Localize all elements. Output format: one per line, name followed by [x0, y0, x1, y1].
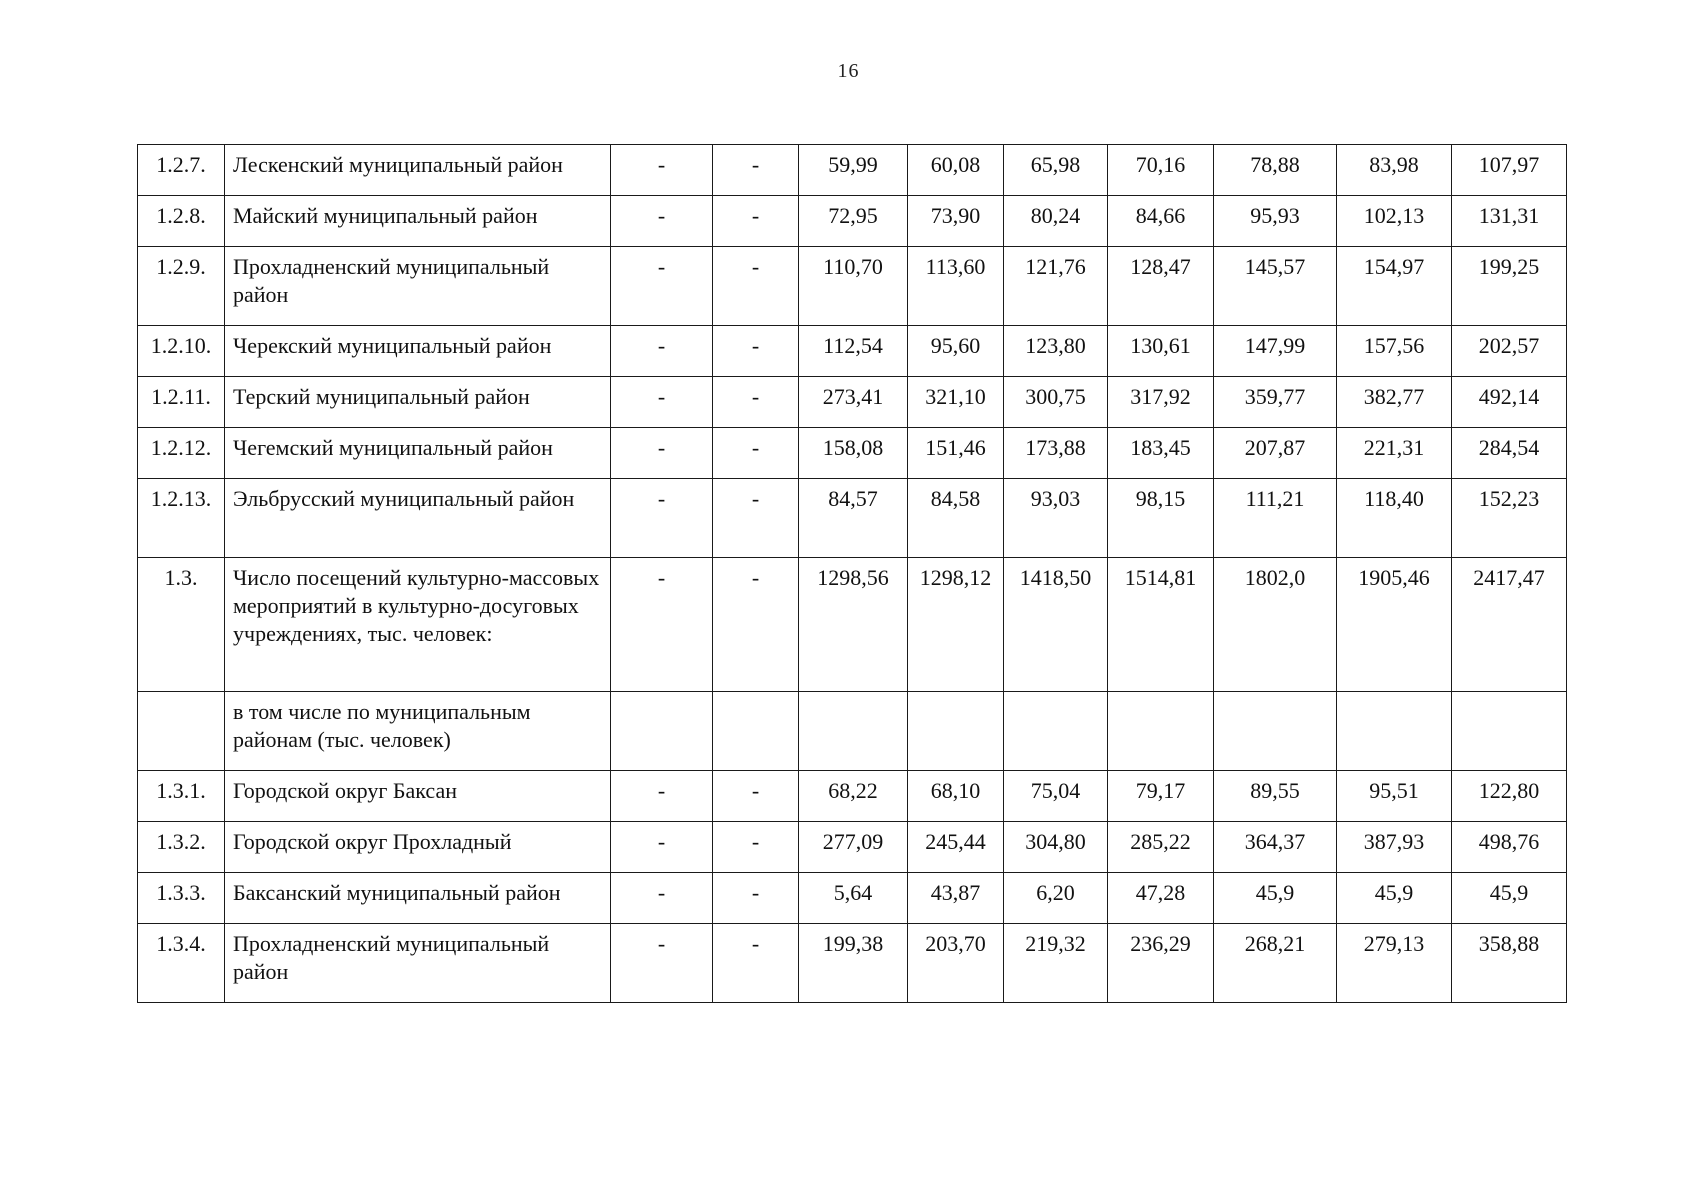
row-col-2: - [713, 924, 799, 1003]
table-row [138, 428, 1567, 479]
row-value-6: 154,97 [1337, 247, 1452, 326]
row-value-3: 6,20 [1004, 873, 1108, 924]
row-value-3: 75,04 [1004, 771, 1108, 822]
row-value-6: 45,9 [1337, 873, 1452, 924]
row-value-1: 110,70 [799, 247, 908, 326]
row-value-6: 157,56 [1337, 326, 1452, 377]
row-value-1: 5,64 [799, 873, 908, 924]
row-col-2: - [713, 428, 799, 479]
row-value-7 [1452, 692, 1567, 771]
row-code: 1.3.3. [138, 873, 225, 924]
row-value-7: 2417,47 [1452, 558, 1567, 692]
row-name: Число посещений культурно-массовых мероприятий в культурно-досуговых учреждениях, тыс. человек: [225, 558, 611, 692]
row-value-6: 221,31 [1337, 428, 1452, 479]
row-value-3 [1004, 692, 1108, 771]
table-row [138, 822, 1567, 873]
row-value-3: 93,03 [1004, 479, 1108, 558]
row-name: Городской округ Прохладный [225, 822, 611, 873]
row-value-2: 60,08 [908, 145, 1004, 196]
row-value-5: 95,93 [1214, 196, 1337, 247]
row-code: 1.2.13. [138, 479, 225, 558]
row-value-5: 89,55 [1214, 771, 1337, 822]
table-row [138, 377, 1567, 428]
row-value-6: 95,51 [1337, 771, 1452, 822]
row-name: Прохладненский муниципальный район [225, 247, 611, 326]
row-value-4: 130,61 [1108, 326, 1214, 377]
row-col-2: - [713, 771, 799, 822]
row-name: Лескенский муниципальный район [225, 145, 611, 196]
row-value-6: 1905,46 [1337, 558, 1452, 692]
row-value-1: 199,38 [799, 924, 908, 1003]
indicators-table [137, 144, 1567, 1003]
table-row [138, 479, 1567, 558]
table-row [138, 247, 1567, 326]
row-value-1: 68,22 [799, 771, 908, 822]
row-value-7: 107,97 [1452, 145, 1567, 196]
table-row [138, 326, 1567, 377]
row-col-2: - [713, 822, 799, 873]
row-value-3: 304,80 [1004, 822, 1108, 873]
row-value-3: 80,24 [1004, 196, 1108, 247]
row-value-2: 84,58 [908, 479, 1004, 558]
row-value-4: 183,45 [1108, 428, 1214, 479]
row-value-1: 112,54 [799, 326, 908, 377]
table-row [138, 558, 1567, 692]
table-row [138, 692, 1567, 771]
row-col-1: - [611, 247, 713, 326]
row-code: 1.2.10. [138, 326, 225, 377]
row-value-2: 73,90 [908, 196, 1004, 247]
row-code [138, 692, 225, 771]
row-value-6: 387,93 [1337, 822, 1452, 873]
row-value-7: 492,14 [1452, 377, 1567, 428]
row-value-1: 59,99 [799, 145, 908, 196]
row-value-7: 202,57 [1452, 326, 1567, 377]
row-value-4: 98,15 [1108, 479, 1214, 558]
row-value-2: 95,60 [908, 326, 1004, 377]
row-value-6: 382,77 [1337, 377, 1452, 428]
row-name: Черекский муниципальный район [225, 326, 611, 377]
row-col-1: - [611, 924, 713, 1003]
row-value-7: 498,76 [1452, 822, 1567, 873]
row-value-1: 273,41 [799, 377, 908, 428]
row-value-4: 317,92 [1108, 377, 1214, 428]
row-value-5: 359,77 [1214, 377, 1337, 428]
row-code: 1.2.8. [138, 196, 225, 247]
row-value-6 [1337, 692, 1452, 771]
row-col-2: - [713, 247, 799, 326]
row-col-1: - [611, 822, 713, 873]
row-value-2: 245,44 [908, 822, 1004, 873]
row-col-1: - [611, 326, 713, 377]
row-value-2: 321,10 [908, 377, 1004, 428]
row-value-4: 79,17 [1108, 771, 1214, 822]
row-value-3: 219,32 [1004, 924, 1108, 1003]
table-row [138, 873, 1567, 924]
row-value-3: 300,75 [1004, 377, 1108, 428]
row-value-1: 158,08 [799, 428, 908, 479]
row-value-7: 152,23 [1452, 479, 1567, 558]
table-row [138, 145, 1567, 196]
row-name: Городской округ Баксан [225, 771, 611, 822]
row-col-2: - [713, 326, 799, 377]
row-value-2: 1298,12 [908, 558, 1004, 692]
row-code: 1.2.7. [138, 145, 225, 196]
row-col-2: - [713, 196, 799, 247]
row-value-4: 236,29 [1108, 924, 1214, 1003]
row-value-6: 83,98 [1337, 145, 1452, 196]
row-value-4: 84,66 [1108, 196, 1214, 247]
row-name: в том числе по муниципальным районам (тыс. человек) [225, 692, 611, 771]
row-code: 1.3.4. [138, 924, 225, 1003]
row-value-7: 45,9 [1452, 873, 1567, 924]
table-body [138, 145, 1567, 1003]
row-value-3: 121,76 [1004, 247, 1108, 326]
row-value-4: 47,28 [1108, 873, 1214, 924]
row-value-1 [799, 692, 908, 771]
row-value-3: 173,88 [1004, 428, 1108, 479]
table-row [138, 771, 1567, 822]
row-value-6: 118,40 [1337, 479, 1452, 558]
row-col-1: - [611, 873, 713, 924]
row-value-4: 285,22 [1108, 822, 1214, 873]
row-value-2: 203,70 [908, 924, 1004, 1003]
row-value-4: 128,47 [1108, 247, 1214, 326]
row-name: Прохладненский муниципальный район [225, 924, 611, 1003]
row-col-2: - [713, 558, 799, 692]
row-col-1: - [611, 428, 713, 479]
row-value-1: 277,09 [799, 822, 908, 873]
row-value-5: 268,21 [1214, 924, 1337, 1003]
row-code: 1.3.2. [138, 822, 225, 873]
row-value-1: 1298,56 [799, 558, 908, 692]
row-name: Майский муниципальный район [225, 196, 611, 247]
row-value-4 [1108, 692, 1214, 771]
row-code: 1.3.1. [138, 771, 225, 822]
row-value-7: 199,25 [1452, 247, 1567, 326]
table-row [138, 196, 1567, 247]
row-value-3: 1418,50 [1004, 558, 1108, 692]
row-value-3: 65,98 [1004, 145, 1108, 196]
row-code: 1.2.11. [138, 377, 225, 428]
row-value-5: 207,87 [1214, 428, 1337, 479]
row-name: Эльбрусский муниципальный район [225, 479, 611, 558]
row-value-5: 111,21 [1214, 479, 1337, 558]
row-value-5: 364,37 [1214, 822, 1337, 873]
row-col-1: - [611, 771, 713, 822]
row-value-2: 113,60 [908, 247, 1004, 326]
row-code: 1.2.12. [138, 428, 225, 479]
row-value-7: 122,80 [1452, 771, 1567, 822]
row-value-5: 147,99 [1214, 326, 1337, 377]
row-value-3: 123,80 [1004, 326, 1108, 377]
row-value-7: 284,54 [1452, 428, 1567, 479]
row-value-6: 279,13 [1337, 924, 1452, 1003]
row-value-5: 145,57 [1214, 247, 1337, 326]
row-value-2: 43,87 [908, 873, 1004, 924]
row-col-1: - [611, 145, 713, 196]
row-col-2: - [713, 377, 799, 428]
row-col-2: - [713, 873, 799, 924]
row-value-2: 68,10 [908, 771, 1004, 822]
row-value-4: 1514,81 [1108, 558, 1214, 692]
row-value-5: 1802,0 [1214, 558, 1337, 692]
row-name: Баксанский муниципальный район [225, 873, 611, 924]
row-col-2 [713, 692, 799, 771]
row-value-7: 131,31 [1452, 196, 1567, 247]
row-col-1: - [611, 558, 713, 692]
row-value-1: 72,95 [799, 196, 908, 247]
row-value-5: 45,9 [1214, 873, 1337, 924]
row-col-2: - [713, 479, 799, 558]
row-col-2: - [713, 145, 799, 196]
page-number: 16 [837, 60, 860, 82]
row-col-1 [611, 692, 713, 771]
row-col-1: - [611, 479, 713, 558]
row-name: Чегемский муниципальный район [225, 428, 611, 479]
row-code: 1.2.9. [138, 247, 225, 326]
row-col-1: - [611, 196, 713, 247]
row-value-6: 102,13 [1337, 196, 1452, 247]
row-value-1: 84,57 [799, 479, 908, 558]
row-value-5 [1214, 692, 1337, 771]
table-row [138, 924, 1567, 1003]
row-value-7: 358,88 [1452, 924, 1567, 1003]
row-code: 1.3. [138, 558, 225, 692]
row-value-5: 78,88 [1214, 145, 1337, 196]
row-value-2 [908, 692, 1004, 771]
row-value-2: 151,46 [908, 428, 1004, 479]
row-name: Терский муниципальный район [225, 377, 611, 428]
row-col-1: - [611, 377, 713, 428]
row-value-4: 70,16 [1108, 145, 1214, 196]
